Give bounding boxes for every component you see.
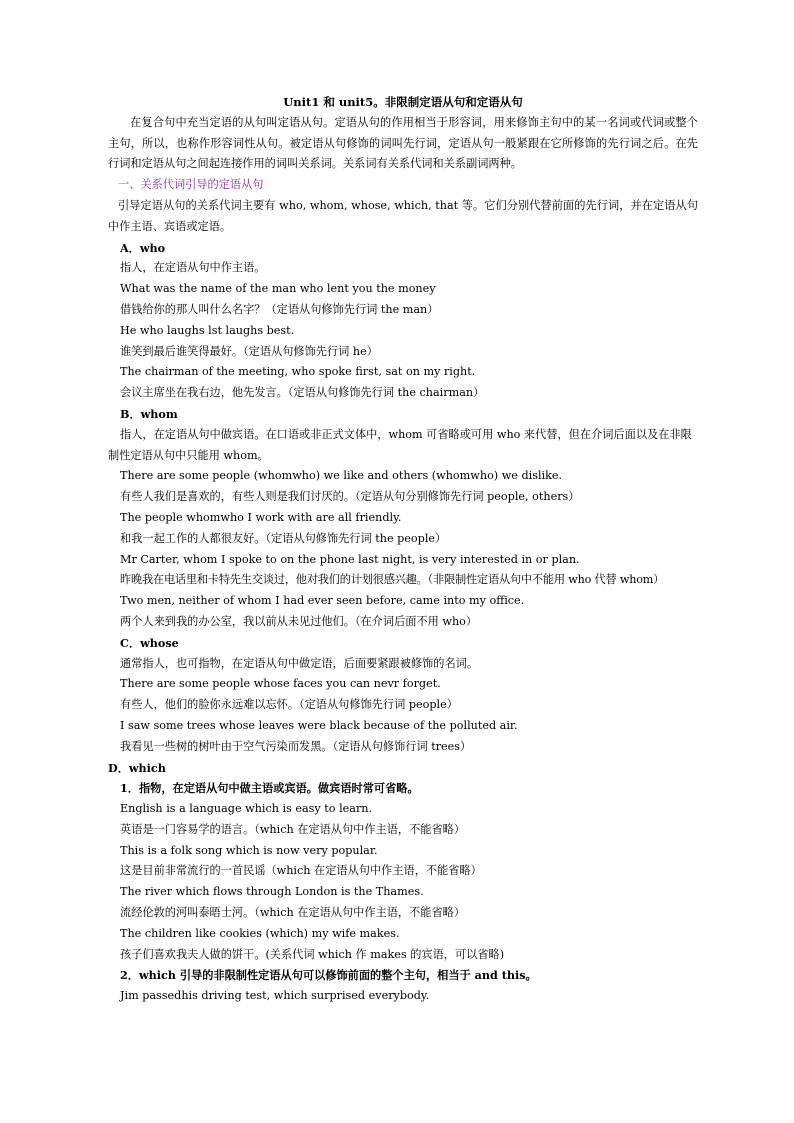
section-intro: 引导定语从句的关系代词主要有 who, whom, whose, which, that 等。它们分别代替前面的先行词，并在定语从句中作主语、宾语或定语。 [108, 198, 698, 233]
translation-line: 这是目前非常流行的一首民谣（which 在定语从句中作主语，不能省略） [120, 864, 482, 878]
example-sentence: Jim passedhis driving test, which surprised everybody. [120, 989, 430, 1003]
point-heading: 1．指物，在定语从句中做主语或宾语。做宾语时常可省略。 [120, 781, 419, 796]
subsection-heading-b: B．whom [120, 406, 178, 421]
translation-line: 我看见一些树的树叶由于空气污染而发黑。（定语从句修饰行词 trees） [120, 739, 472, 753]
example-sentence: This is a folk song which is now very popular. [120, 843, 378, 857]
example-sentence: The children like cookies (which) my wife makes. [120, 926, 400, 940]
subsection-heading-d: D．which [108, 760, 166, 775]
example-sentence: The people whomwho I work with are all friendly. [120, 510, 402, 524]
translation-line: 英语是一门容易学的语言。（which 在定语从句中作主语，不能省略） [120, 822, 466, 836]
example-sentence: I saw some trees whose leaves were black because of the polluted air. [120, 718, 518, 732]
subsection-heading-c: C．whose [120, 635, 179, 650]
example-sentence: Two men, neither of whom I had ever seen before, came into my office. [120, 594, 525, 608]
example-sentence: There are some people (whomwho) we like and others (whomwho) we dislike. [120, 469, 563, 483]
section-heading: 一、关系代词引导的定语从句 [118, 178, 264, 192]
example-sentence: The chairman of the meeting, who spoke first, sat on my right. [120, 365, 476, 379]
translation-line: 昨晚我在电话里和卡特先生交谈过，他对我们的计划很感兴趣。（非限制性定语从句中不能用 who 代替 whom） [120, 573, 665, 587]
text-line: 指人，在定语从句中作主语。 [120, 261, 266, 275]
text-line: 通常指人，也可指物，在定语从句中做定语，后面要紧跟被修饰的名词。 [120, 656, 479, 670]
intro-paragraph: 在复合句中充当定语的从句叫定语从句。定语从句的作用相当于形容词，用来修饰主句中的某一名词或代词或整个主句，所以，也称作形容词性从句。被定语从句修饰的词叫先行词，定语从句一般紧跟在它所修饰的先行词之后。在先行词和定语从句之间起连接作用的词叫关系词。关系词有关系代词和关系副词两种。 [108, 115, 698, 171]
text-paragraph: 指人，在定语从句中做宾语。在口语或非正式文体中，whom 可省略或可用 who 来代替，但在介词后面以及在非限制性定语从句中只能用 whom。 [108, 427, 692, 462]
example-sentence: The river which flows through London is the Thames. [120, 885, 424, 899]
example-sentence: He who laughs lst laughs best. [120, 323, 295, 337]
example-sentence: There are some people whose faces you can nevr forget. [120, 677, 441, 691]
translation-line: 两个人来到我的办公室，我以前从未见过他们。（在介词后面不用 who） [120, 614, 478, 628]
subsection-heading-a: A．who [120, 240, 166, 255]
example-sentence: English is a language which is easy to learn. [120, 802, 373, 816]
translation-line: 有些人我们是喜欢的，有些人则是我们讨厌的。（定语从句分别修饰先行词 people, others） [120, 490, 580, 504]
translation-line: 借钱给你的那人叫什么名字？（定语从句修饰先行词 the man） [120, 302, 439, 316]
translation-line: 有些人，他们的脸你永远难以忘怀。（定语从句修饰先行词 people） [120, 698, 458, 712]
translation-line: 流经伦敦的河叫泰晤士河。（which 在定语从句中作主语，不能省略） [120, 906, 466, 920]
point-heading: 2．which 引导的非限制性定语从句可以修饰前面的整个主句，相当于 and this。 [120, 968, 537, 983]
document-page [108, 92, 698, 1007]
translation-line: 会议主席坐在我右边，他先发言。（定语从句修饰先行词 the chairman） [120, 386, 485, 400]
translation-line: 和我一起工作的人都很友好。（定语从句修饰先行词 the people） [120, 531, 447, 545]
page-title: Unit1 和 unit5。非限制定语从句和定语从句 [283, 95, 523, 109]
translation-line: 孩子们喜欢我夫人做的饼干。(关系代词 which 作 makes 的宾语，可以省略) [120, 947, 505, 961]
example-sentence: What was the name of the man who lent you the money [120, 282, 436, 296]
example-sentence: Mr Carter, whom I spoke to on the phone last night, is very interested in or plan. [120, 552, 580, 566]
translation-line: 谁笑到最后谁笑得最好。（定语从句修饰先行词 he） [120, 344, 378, 358]
